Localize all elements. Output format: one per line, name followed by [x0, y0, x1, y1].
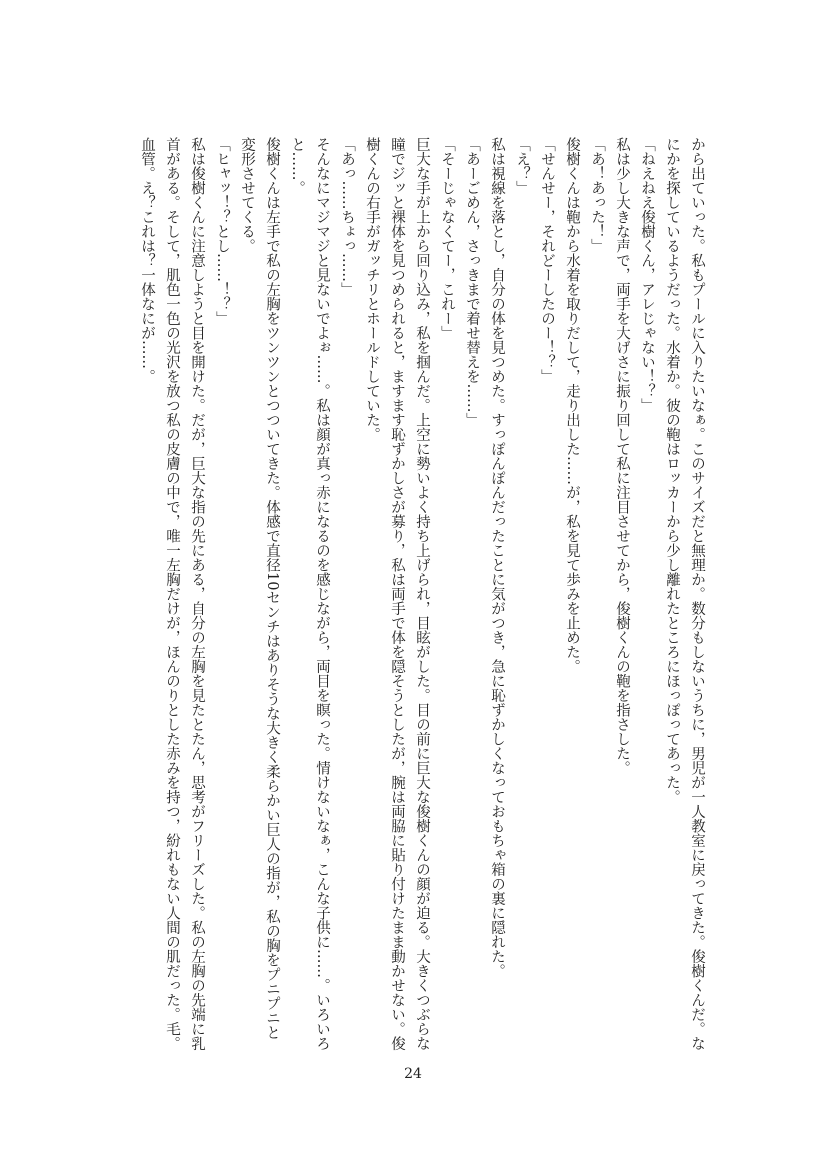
text-line: と……。: [289, 137, 305, 195]
text-line: 樹くんの右手がガッチリとホールドしていた。: [364, 137, 380, 442]
text-line: 俊樹くんは左手で私の左胸をツンツンとつついてきた。体感で直径10センチはありそうな大きく柔らかい巨人の指が，私の胸をプニプニと: [264, 137, 280, 1040]
text-line: 「ねえねえ俊樹くん，アレじゃない！？」: [639, 137, 655, 413]
text-line: 変形させてくる。: [239, 137, 255, 253]
text-line: 血管。え？これは？一体なにが……。: [139, 137, 155, 384]
text-line: 私は視線を落とし，自分の体を見つめた。すっぽんぽんだったことに気がつき，急に恥ずかしくなっておもちゃ箱の裏に隠れた。: [489, 137, 505, 978]
text-line: 「あっ……ちょっ……」: [339, 137, 355, 297]
text-line: 「ヒャッ！？とし……！？」: [214, 137, 230, 326]
text-line: 巨大な手が上から回り込み，私を掴んだ。上空に勢いよく持ち上げられ，目眩がした。目の前に巨大な俊樹くんの顔が迫る。大きくつぶらな: [414, 137, 430, 1051]
text-line: 首がある。そして，肌色一色の光沢を放つ私の皮膚の中で，唯一左胸だけが，ほんのりとした赤みを持つ，紛れもない人間の肌だった。毛。: [164, 137, 180, 1051]
text-line: 「そーじゃなくてー，これー」: [439, 137, 455, 340]
text-line: 「せんせー，それどーしたのー！？」: [539, 137, 555, 384]
text-line: 私は俊樹くんに注意しようと目を開けた。だが，巨大な指の先にある，自分の左胸を見たとたん，思考がフリーズした。私の左胸の先端に乳: [189, 137, 205, 1051]
text-line: 「あーごめん，さっきまで着せ替えを……」: [464, 137, 480, 427]
page-number: 24: [404, 1066, 422, 1082]
text-line: 私は少し大きな声で，両手を大げさに振り回して私に注目させてから，俊樹くんの鞄を指さした。: [614, 137, 630, 775]
text-line: にかを探しているようだった。水着か。彼の鞄はロッカーから少し離れたところにほっぽってあった。: [664, 137, 680, 804]
text-line: そんなにマジマジと見ないでよぉ……。私は顔が真っ赤になるのを感じながら，両目を瞑った。情けないなぁ，こんな子供に……。いろいろ: [314, 137, 330, 1051]
text-line: 「あ！あった！」: [589, 137, 605, 253]
text-line: 俊樹くんは鞄から水着を取りだして，走り出した……が，私を見て歩みを止めた。: [564, 137, 580, 674]
text-line: 「え？」: [514, 137, 530, 195]
text-line: 瞳でジッと裸体を見つめられると，ますます恥ずかしさが募り，私は両手で体を隠そうとしたが，腕は両脇に貼り付けたまま動かせない。俊: [389, 137, 405, 1051]
body-text: [134, 137, 709, 1052]
text-line: から出ていった。私もプールに入りたいなぁ。このサイズだと無理か。数分もしないうちに，男児が一人教室に戻ってきた。俊樹くんだ。な: [689, 137, 705, 1051]
